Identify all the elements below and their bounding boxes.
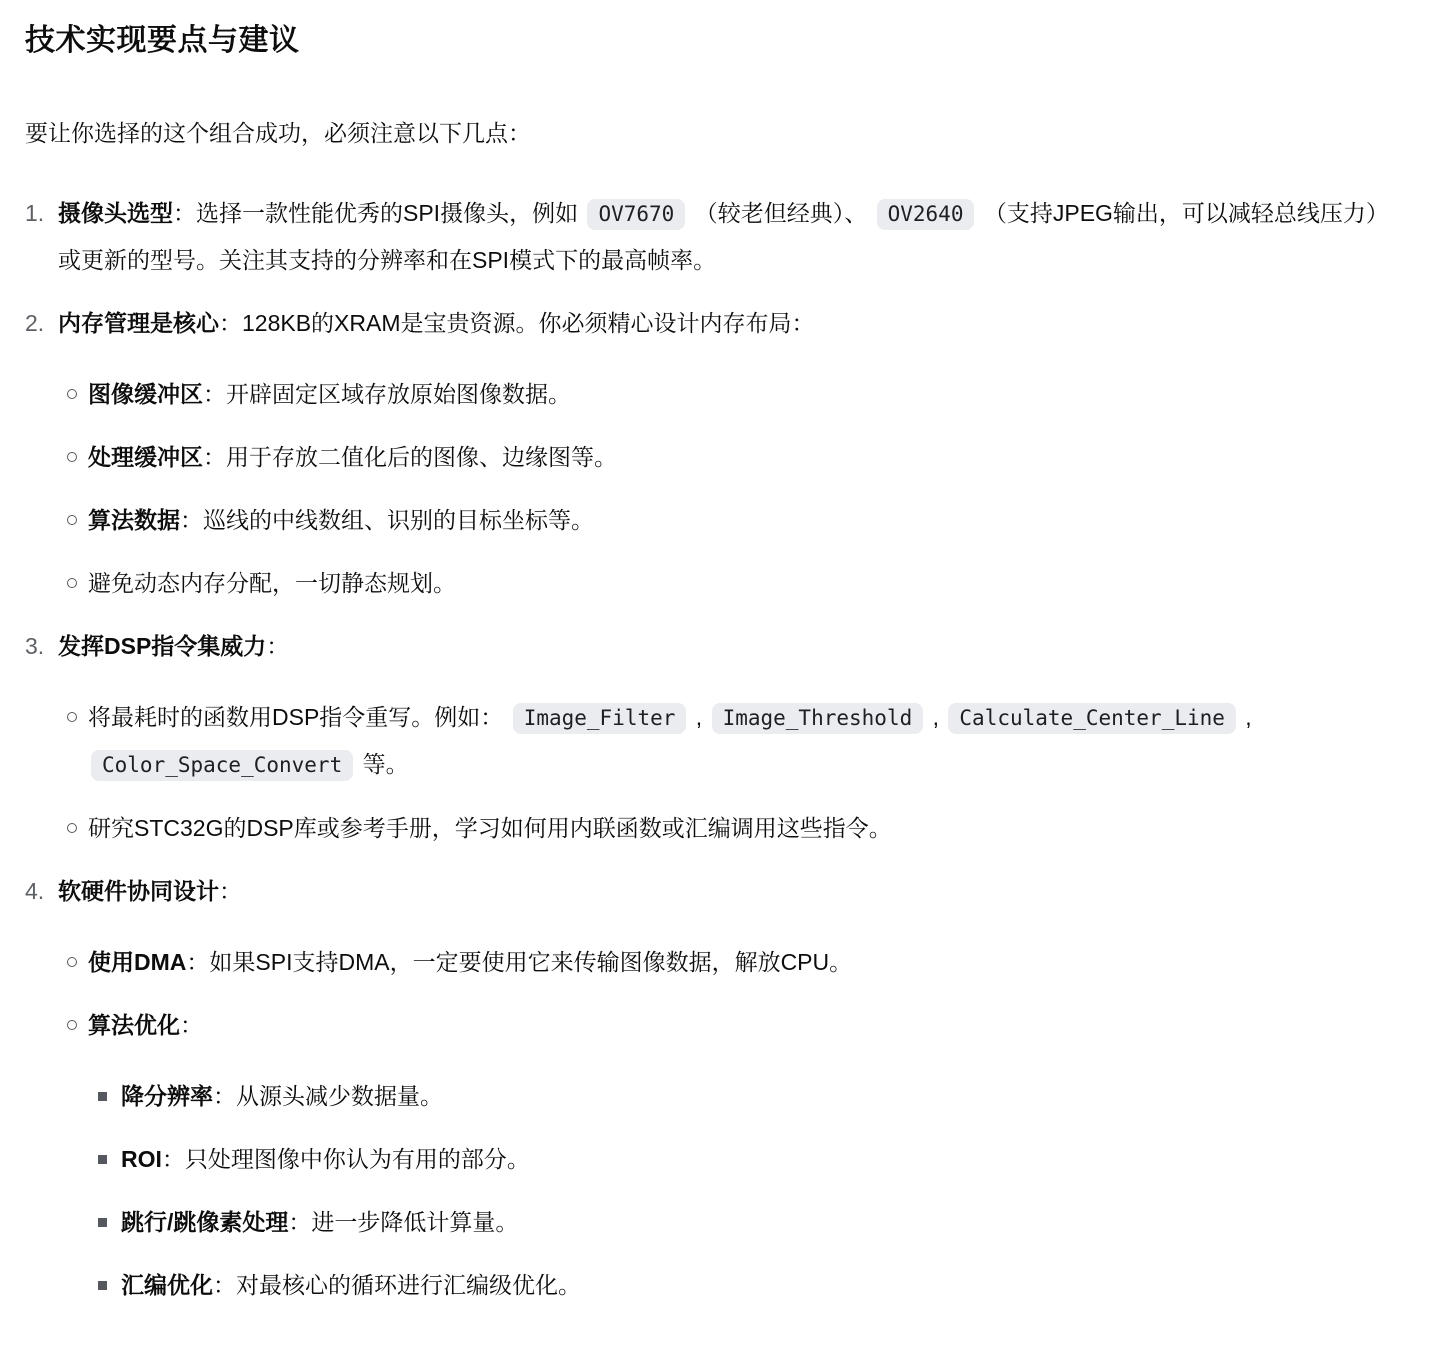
circle-bullet-icon [67, 712, 77, 722]
inline-code: Image_Filter [513, 703, 687, 734]
list-item [88, 1073, 1409, 1119]
text-run: ：用于存放二值化后的图像、边缘图等。 [203, 444, 617, 470]
circle-bullet-icon [67, 823, 77, 833]
text-run: （支持JPEG输出，可以减轻总线压力）或更新的型号。关注其支持的分辨率和在SPI模式下的最高帧率。 [58, 200, 1389, 273]
bold-text: 内存管理是核心 [58, 310, 219, 336]
inline-code: OV2640 [877, 199, 975, 230]
circle-bullet-list [58, 939, 1409, 1308]
list-item [25, 868, 1409, 1308]
text-run: , [926, 704, 946, 730]
text-run: ： [180, 1012, 203, 1038]
inline-code: Color_Space_Convert [91, 750, 353, 781]
circle-bullet-icon [67, 578, 77, 588]
text-run: ： [219, 878, 242, 904]
bold-text: 跳行/跳像素处理 [121, 1209, 289, 1235]
inline-code: OV7670 [587, 199, 685, 230]
text-run: 等。 [356, 751, 409, 777]
list-item [88, 1199, 1409, 1245]
square-bullet-icon [98, 1092, 107, 1101]
list-item [58, 805, 1409, 851]
square-bullet-icon [98, 1155, 107, 1164]
circle-bullet-icon [67, 389, 77, 399]
list-item [88, 1262, 1409, 1308]
square-bullet-icon [98, 1281, 107, 1290]
list-item-number: 2. [25, 310, 45, 336]
bold-text: 汇编优化 [121, 1272, 213, 1298]
bold-text: 图像缓冲区 [88, 381, 203, 407]
text-run: ：选择一款性能优秀的SPI摄像头，例如 [173, 200, 585, 226]
text-run: 将最耗时的函数用DSP指令重写。例如： [88, 704, 510, 730]
list-item [58, 1002, 1409, 1308]
list-item-number: 4. [25, 878, 45, 904]
ordered-list [25, 190, 1409, 1308]
circle-bullet-icon [67, 515, 77, 525]
list-item [58, 497, 1409, 543]
bold-text: 发挥DSP指令集威力 [58, 633, 267, 659]
circle-bullet-icon [67, 1020, 77, 1030]
inline-code: Calculate_Center_Line [948, 703, 1236, 734]
bold-text: 软硬件协同设计 [58, 878, 219, 904]
intro-paragraph: 要让你选择的这个组合成功，必须注意以下几点： [25, 120, 531, 146]
bold-text: 降分辨率 [121, 1083, 213, 1109]
list-item [58, 371, 1409, 417]
text-run: ：只处理图像中你认为有用的部分。 [161, 1146, 530, 1172]
list-item [58, 694, 1409, 788]
bold-text: 摄像头选型 [58, 200, 173, 226]
text-run: （较老但经典）、 [688, 200, 874, 226]
bold-text: 处理缓冲区 [88, 444, 203, 470]
list-item [25, 300, 1409, 606]
text-run: ：巡线的中线数组、识别的目标坐标等。 [180, 507, 594, 533]
bold-text: 使用DMA [88, 949, 187, 975]
list-item-number: 1. [25, 200, 45, 226]
bold-text: ROI [121, 1146, 162, 1172]
text-run: , [1238, 704, 1252, 730]
bold-text: 算法数据 [88, 507, 180, 533]
text-run: ：对最核心的循环进行汇编级优化。 [213, 1272, 581, 1298]
list-item [88, 1136, 1409, 1182]
circle-bullet-list [58, 694, 1409, 851]
list-item-number: 3. [25, 633, 45, 659]
list-item [25, 623, 1409, 851]
text-run: , [689, 704, 709, 730]
text-run: ：128KB的XRAM是宝贵资源。你必须精心设计内存布局： [219, 310, 815, 336]
text-run: ：如果SPI支持DMA，一定要使用它来传输图像数据，解放CPU。 [186, 949, 853, 975]
text-run: ：进一步降低计算量。 [288, 1209, 519, 1235]
square-bullet-list [88, 1073, 1409, 1308]
text-run: ：从源头减少数据量。 [213, 1083, 443, 1109]
square-bullet-icon [98, 1218, 107, 1227]
list-item [58, 434, 1409, 480]
text-run: ：开辟固定区域存放原始图像数据。 [203, 381, 571, 407]
circle-bullet-icon [67, 957, 77, 967]
inline-code: Image_Threshold [712, 703, 924, 734]
text-run: ： [266, 633, 290, 659]
bold-text: 算法优化 [88, 1012, 180, 1038]
circle-bullet-icon [67, 452, 77, 462]
list-item [25, 190, 1409, 283]
text-run: 避免动态内存分配，一切静态规划。 [88, 570, 456, 596]
circle-bullet-list [58, 371, 1409, 606]
list-item [58, 560, 1409, 606]
list-mount [25, 190, 1409, 1308]
page-title: 技术实现要点与建议 [25, 24, 300, 57]
text-run: 研究STC32G的DSP库或参考手册，学习如何用内联函数或汇编调用这些指令。 [88, 815, 892, 841]
list-item [58, 939, 1409, 985]
